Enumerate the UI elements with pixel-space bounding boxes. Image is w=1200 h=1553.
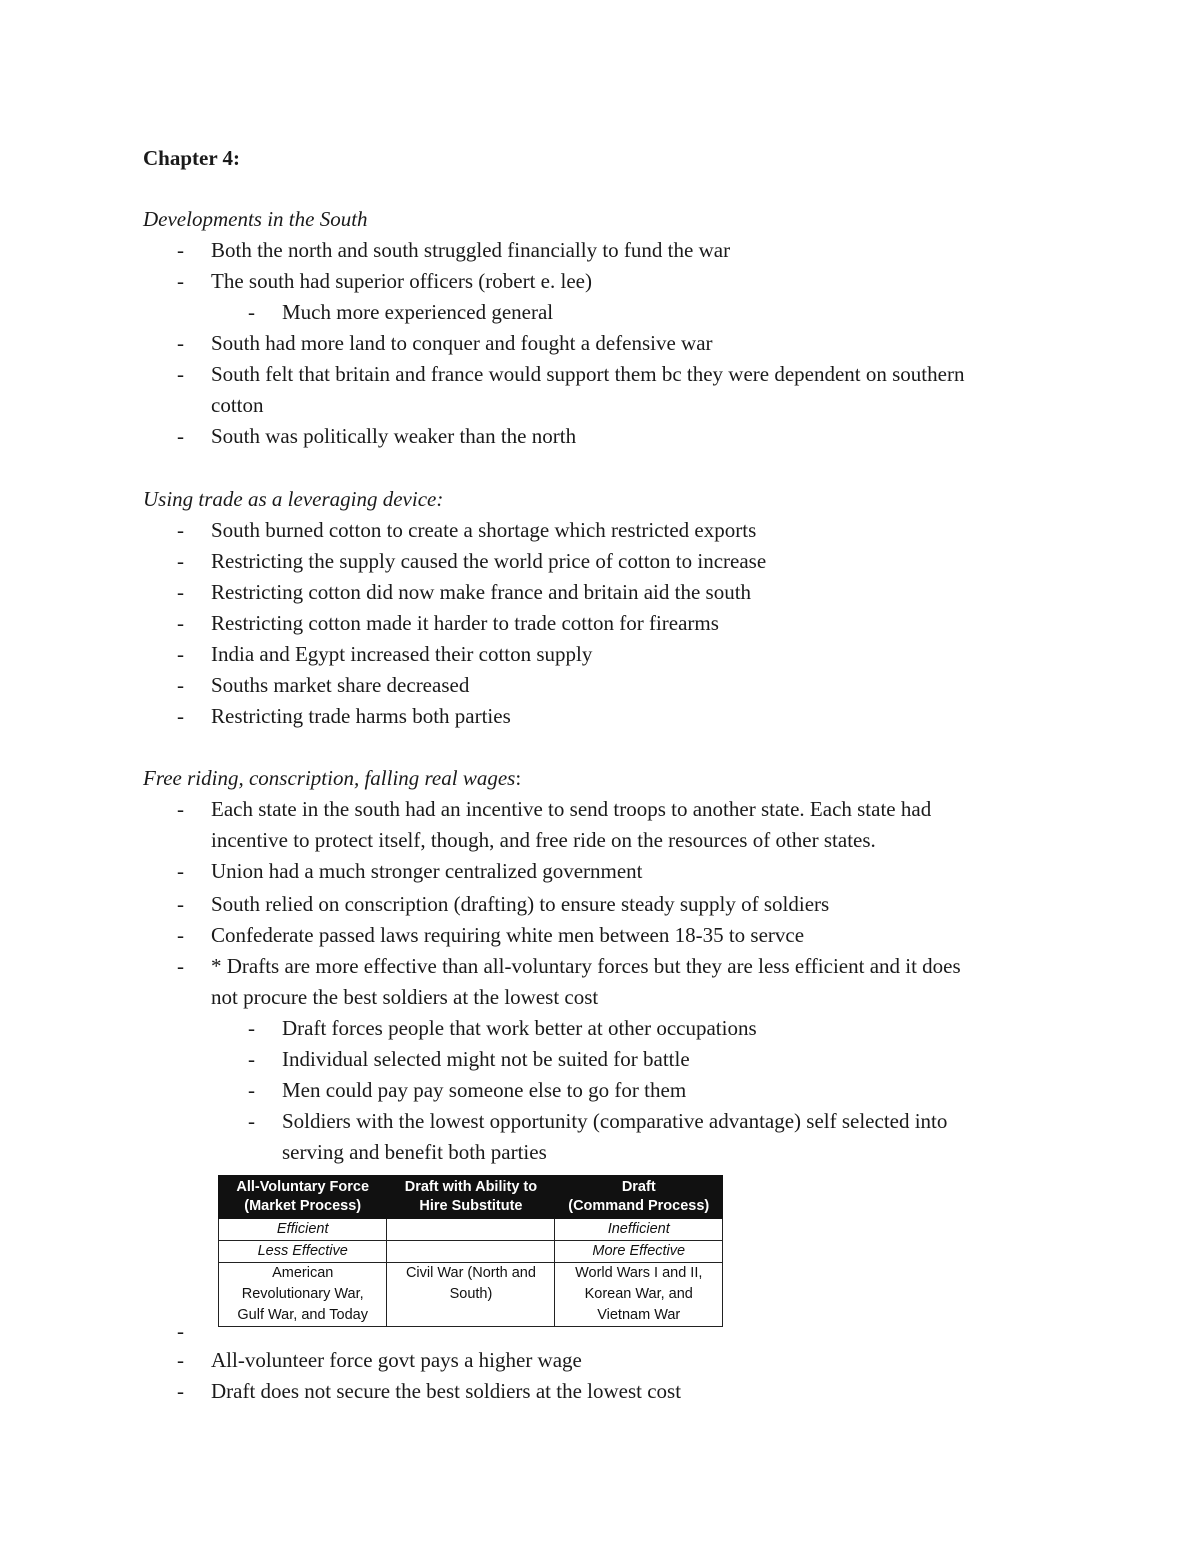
bullet-dash: -: [177, 642, 184, 666]
table-cell: World Wars I and II, Korean War, and Vietnam War: [555, 1263, 723, 1327]
table-header-cell: Draft (Command Process): [555, 1176, 723, 1219]
bullet-dash: -: [248, 1109, 255, 1133]
comparison-table: [218, 1175, 723, 1327]
table-cell: Less Effective: [219, 1241, 387, 1263]
table-header-cell: All-Voluntary Force (Market Process): [219, 1176, 387, 1219]
bullet-dash: -: [177, 611, 184, 635]
table-cell: [387, 1241, 555, 1263]
bullet-dash: -: [177, 1319, 184, 1343]
table-cell: Efficient: [219, 1219, 387, 1241]
bullet-dash: -: [248, 1078, 255, 1102]
section-heading-developments: Developments in the South: [143, 207, 368, 231]
bullet-dash: -: [177, 892, 184, 916]
bullet-dash: -: [177, 518, 184, 542]
bullet-dash: -: [177, 362, 184, 386]
table-cell: More Effective: [555, 1241, 723, 1263]
bullet-dash: -: [177, 424, 184, 448]
bullet-dash: -: [248, 1016, 255, 1040]
bullet-dash: -: [177, 704, 184, 728]
table-cell: American Revolutionary War, Gulf War, and Today: [219, 1263, 387, 1327]
table-cell: Civil War (North and South): [387, 1263, 555, 1327]
bullet-dash: -: [177, 1348, 184, 1372]
table-row: [219, 1219, 723, 1241]
bullet-dash: -: [248, 1047, 255, 1071]
table-cell: Inefficient: [555, 1219, 723, 1241]
bullet-dash: -: [177, 549, 184, 573]
chapter-title: Chapter 4:: [143, 146, 241, 170]
table-header-row: [219, 1176, 723, 1219]
section-heading-free-riding: Free riding, conscription, falling real wages:: [143, 766, 522, 790]
table-header-cell: Draft with Ability to Hire Substitute: [387, 1176, 555, 1219]
bullet-dash: -: [177, 954, 184, 978]
document-page: Chapter 4: Developments in the South - Both the north and south struggled financially to fund the war - The south had superior officers (robert e. lee) - Much more experienced general - South had more land to conquer and fought a defensive war - South felt that britain and france would support them bc they were dependent on southern cotton - South was politically weaker than the north Using trade as a leveraging device: - South burned cotton to create a shortage which restricted exports - Restricting the supply caused the world price of cotton to increase - Restricting cotton did now make france and britain aid the south - Restricting cotton made it harder to trade cotton for firearms - India and Egypt increased their cotton supply - Souths market share decreased - Restricting trade harms both parties Free riding, conscription, falling real wages: - Each state in the south had an incentive to send troops to another state. Each state had incentive to protect itself, though, and free ride on the resources of other states. - Union had a much stronger centralized government - South relied on conscription (drafting) to ensure steady supply of soldiers - Confederate passed laws requiring white men between 18-35 to servce - * Drafts are more effective than all-voluntary forces but they are less efficient and it does not procure the best soldiers at the lowest cost - Draft forces people that work better at other occupations - Individual selected might not be suited for battle - Men could pay pay someone else to go for them - Soldiers with the lowest opportunity (comparative advantage) self selected into serving and benefit both parties All-Voluntary Force (Market Process) Draft with Ability to Hire Substitute Draft (Command Process) Efficient Inefficient Less Effective More Effective American Revolutionary War, Gulf War, and Today Civil War (North and South) World Wars I and II, Korean War, and Vietnam War - - All-volunteer force govt pays a higher wage - Draft does not secure the best soldiers at the lowest cost: [143, 146, 965, 1403]
bullet-dash: -: [248, 300, 255, 324]
table-row: [219, 1241, 723, 1263]
table-row: [219, 1263, 723, 1327]
bullet-dash: -: [177, 580, 184, 604]
bullet-dash: -: [177, 1379, 184, 1403]
bullet-dash: -: [177, 331, 184, 355]
bullet-dash: -: [177, 923, 184, 947]
bullet-dash: -: [177, 269, 184, 293]
bullet-dash: -: [177, 797, 184, 821]
section-heading-trade: Using trade as a leveraging device:: [143, 487, 444, 511]
comparison-table-image: [218, 1175, 723, 1330]
bullet-dash: -: [177, 673, 184, 697]
bullet-dash: -: [177, 859, 184, 883]
bullet-dash: -: [177, 238, 184, 262]
table-cell: [387, 1219, 555, 1241]
